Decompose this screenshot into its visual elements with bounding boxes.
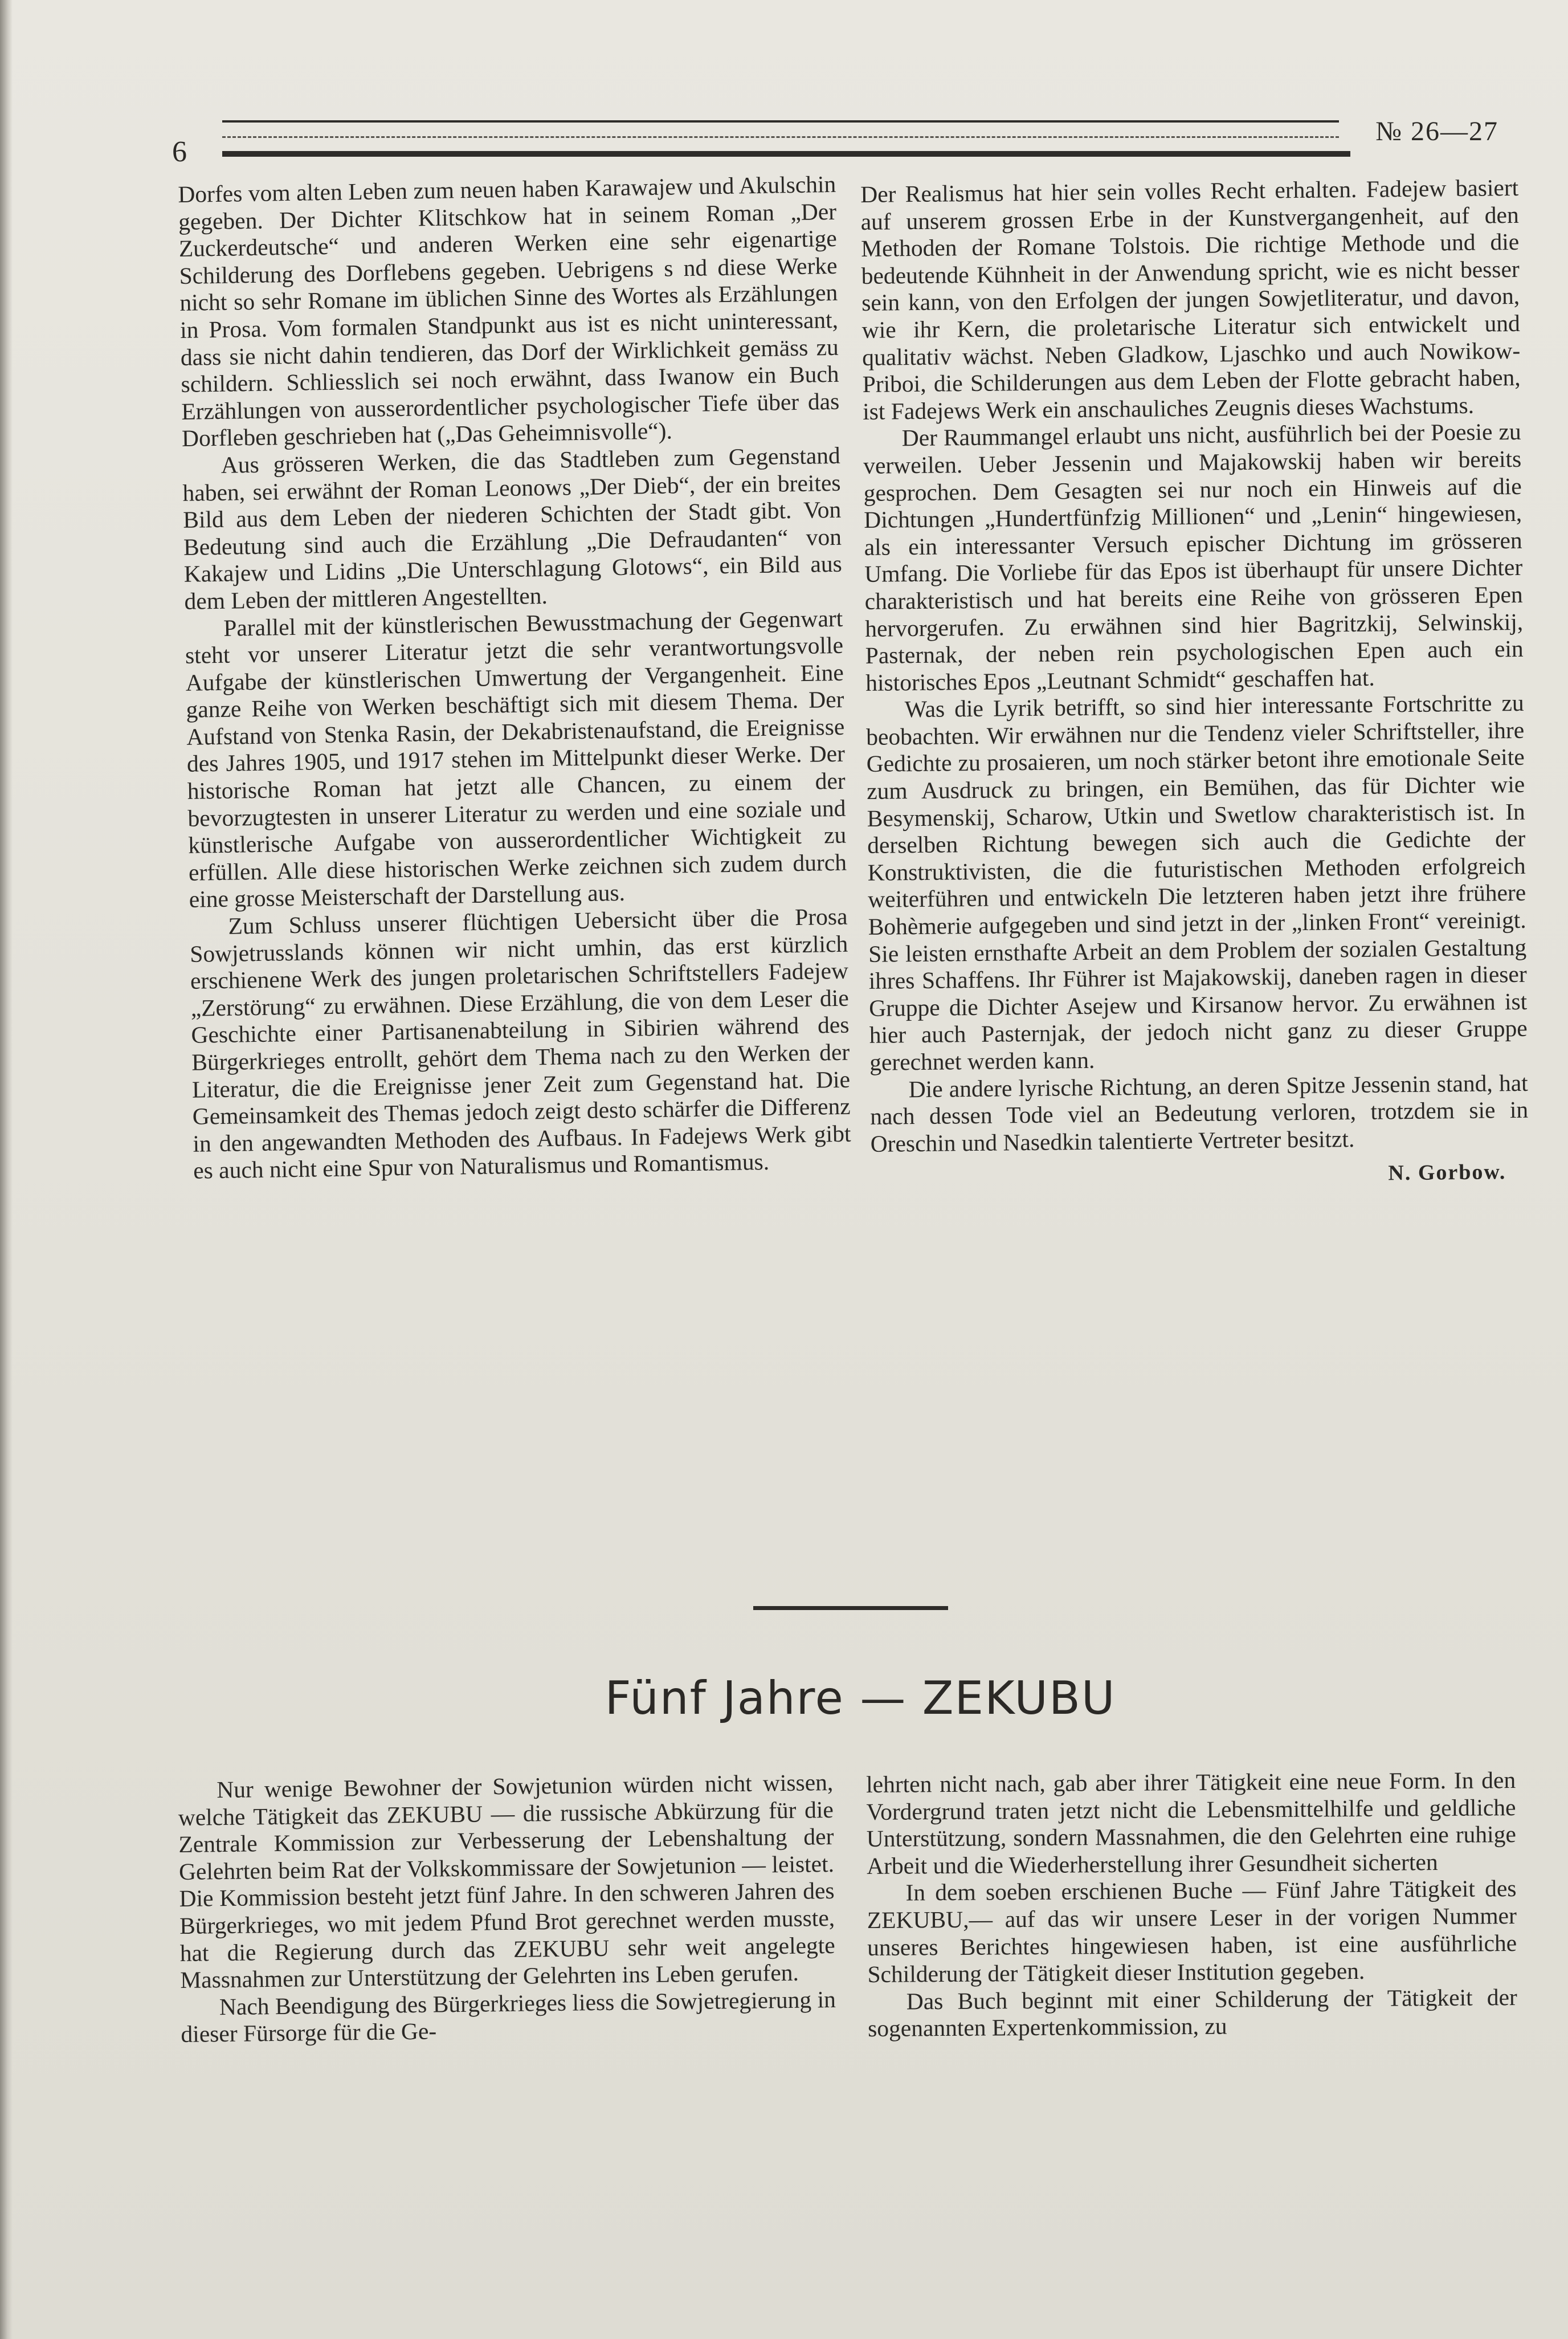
section-divider [753, 1606, 948, 1610]
page-edge-shadow [0, 0, 13, 2339]
article1-paragraph: Aus grösseren Werken, die das Stadtleben zum Gegenstand haben, sei erwähnt der Roman Leonows „Der Dieb“, der ein breites Bild aus dem Leben der niederen Schichten der Stadt gibt. Von Bedeutung sind auch die Erzählung „Die Defraudanten“ von Kakajew und Lidins „Die Unterschlagung Glotows“, ein Bild aus dem Leben der mittleren Angestellten. [182, 442, 843, 614]
article1-paragraph: Was die Lyrik betrifft, so sind hier interessante Fortschritte zu beobachten. Wir erwähnen nur die Tendenz vieler Schriftsteller, ihre Gedichte zu prosaieren, um noch stärker betont ihre emotionale Seite zum Ausdruck zu bringen, ein Bemühen, das für Dichter wie Besymenskij, Scharow, Utkin und Swetlow charakteristisch ist. In derselben Richtung bewegen sich auch die Gedichte der Konstruktivisten, die die futuristischen Methoden erfolgreich weiterführen und entwickeln Die letzteren haben jetzt ihre frühere Bohèmerie aufgegeben und sind jetzt in der „linken Front“ vereinigt. Sie leisten ernsthafte Arbeit an dem Problem der sozialen Gestaltung ihres Schaffens. Ihr Führer ist Majakowskij, daneben ragen in dieser Gruppe die Dichter Asejew und Kirsanow hervor. Zu erwähnen ist hier auch Pasternjak, der jedoch nicht ganz zu dieser Gruppe gerechnet werden kann. [865, 690, 1528, 1075]
article2-paragraph: Das Buch beginnt mit einer Schilderung der Tätigkeit der sogenannten Expertenkommission, zu [867, 1983, 1517, 2042]
article1-paragraph: Dorfes vom alten Leben zum neuen haben Karawajew und Akulschin gegeben. Der Dichter Klitschkow hat in seinem Roman „Der Zuckerdeutsche“ und anderen Werken eine sehr eigenartige Schilderung des Dorflebens gegeben. Uebrigens s nd diese Werke nicht so sehr Romane im üblichen Sinne des Wortes als Erzählungen in Prosa. Vom formalen Standpunkt aus ist es nicht uninteressant, dass sie nicht dahin tendieren, das Dorf der Wirklichkeit gemäss zu schildern. Schliesslich sei noch erwähnt, dass Iwanow ein Buch Erzählungen von ausserordentlicher psychologischer Tiefe über das Dorfleben geschrieben hat („Das Geheimnisvolle“). [178, 170, 840, 452]
article2-paragraph: Nur wenige Bewohner der Sowjetunion würden nicht wissen, welche Tätigkeit das ZEKUBU — die russische Abkürzung für die Zentrale Kommission zur Verbesserung der Lebenshaltung der Gelehrten beim Rat der Volkskommissare der Sowjetunion — leistet. Die Kommission besteht jetzt fünf Jahre. In den schweren Jahren des Bürgerkrieges, wo mit jedem Pfund Brot gerechnet werden musste, hat die Regierung durch das ZEKUBU sehr weit angelegte Massnahmen zur Unterstützung der Gelehrten ins Leben gerufen. [178, 1768, 835, 1994]
article2-paragraph: Nach Beendigung des Bürgerkrieges liess die Sowjetregierung in dieser Fürsorge für die Ge- [181, 1986, 836, 2048]
article2-paragraph: lehrten nicht nach, gab aber ihrer Tätigkeit eine neue Form. In den Vordergrund traten jetzt nicht die Lebensmittelhilfe und geldliche Unterstützung, sondern Massnahmen, die den Gelehrten eine ruhige Arbeit und die Wiederherstellung ihrer Gesundheit sicherten [866, 1767, 1516, 1879]
header-rule-thick [222, 151, 1350, 157]
header-rule-dashed [222, 136, 1339, 138]
article2-paragraph: In dem soeben erschienen Buche — Fünf Jahre Tätigkeit des ZEKUBU,— auf das wir unsere Leser in der vorigen Nummer unseres Berichtes hingewiesen haben, ist eine ausführliche Schilderung der Tätigkeit dieser Institution gegeben. [867, 1875, 1517, 1988]
author-signature: N. Gorbow. [1388, 1160, 1506, 1185]
article1-paragraph: Zum Schluss unserer flüchtigen Uebersicht über die Prosa Sowjetrusslands können wir nicht umhin, das erst kürzlich erschienene Werk des jungen proletarischen Schriftstellers Fadejew „Zerstörung“ zu erwähnen. Diese Erzählung, die von dem Leser die Geschichte einer Partisanenabteilung in Sibirien während des Bürgerkrieges entrollt, gehört dem Thema nach zu den Werken der Literatur, die die Ereignisse jener Zeit zum Gegenstand hat. Die Gemeinsamkeit des Themas jedoch zeigt desto schärfer die Differenz in den angewandten Methoden des Aufbaus. In Fadejews Werk gibt es auch nicht eine Spur von Naturalismus und Romantismus. [189, 903, 851, 1184]
page-number: 6 [172, 136, 187, 168]
article1-paragraph: Der Raummangel erlaubt uns nicht, ausführlich bei der Poesie zu verweilen. Ueber Jessenin und Majakowskij haben wir bereits gesprochen. Dem Gesagten sei nur noch ein Hinweis auf die Dichtungen „Hundertfünfzig Millionen“ und „Lenin“ hingewiesen, als ein interessanter Versuch epischer Dichtung im grösseren Umfang. Die Vorliebe für das Epos ist überhaupt für unsere Dichter charakteristisch und hat bereits eine Reihe von grösseren Epen hervorgerufen. Zu erwähnen sind hier Bagritzkij, Selwinskij, Pasternak, der neben rein psychologischen Epen auch ein historisches Epos „Leutnant Schmidt“ geschaffen hat. [863, 418, 1524, 696]
article1-paragraph: Die andere lyrische Richtung, an deren Spitze Jessenin stand, hat nach dessen Tode viel an Bedeutung verloren, trotzdem sie in Oreschin und Nasedkin talentierte Vertreter besitzt. [869, 1069, 1529, 1157]
article1-paragraph: Der Realismus hat hier sein volles Recht erhalten. Fadejew basiert auf unserem grossen Erbe in der Kunstvergangenheit, auf den Methoden der Romane Tolstois. Die richtige Methode und die bedeutende Kühnheit in der Anwendung spricht, wie es nicht besser sein kann, von den Erfolgen der jungen Sowjetliteratur, und davon, wie ihr Kern, die proletarische Literatur sich entwickelt und qualitativ wächst. Neben Gladkow, Ljaschko und auch Nowikow-Priboi, die Schilderungen aus dem Leben der Flotte gebracht haben, ist Fadejews Werk ein anschauliches Zeugnis dieses Wachstums. [860, 174, 1521, 425]
article1-left-column [178, 171, 852, 1185]
issue-number: № 26—27 [1375, 116, 1498, 146]
article2-title: Fünf Jahre — ZEKUBU [605, 1672, 1116, 1725]
article1-right-column [860, 174, 1529, 1193]
header-rule-thin [222, 120, 1339, 123]
page-header [165, 111, 1510, 168]
article1-paragraph: Parallel mit der künstlerischen Bewusstmachung der Gegenwart steht vor unserer Literatur jetzt die sehr verantwortungsvolle Aufgabe der künstlerischen Umwertung der Vergangenheit. Eine ganze Reihe von Werken beschäftigt sich mit diesem Thema. Der Aufstand von Stenka Rasin, der Dekabristenaufstand, die Ereignisse des Jahres 1905, und 1917 stehen im Mittelpunkt dieser Werke. Der historische Roman hat jetzt alle Chancen, zu einem der bevorzugtesten in unserer Literatur zu werden und eine soziale und künstlerische Aufgabe von ausserordentlicher Wichtigkeit zu erfüllen. Alle diese historischen Werke zeichnen sich zudem durch eine grosse Meisterschaft der Darstellung aus. [185, 605, 847, 913]
article2-left-column [178, 1769, 836, 2048]
article2-right-column [866, 1767, 1517, 2043]
